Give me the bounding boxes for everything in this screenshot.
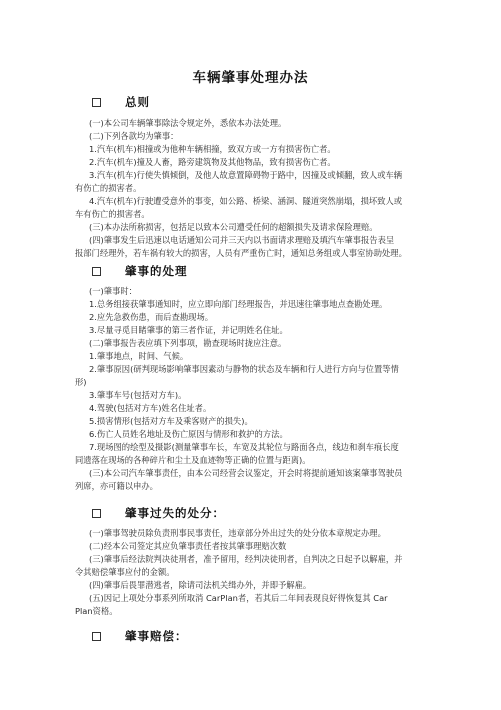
text-line: 同遗落在现场的各种碎片和尘土及血迹物等正确的位置与距离)。 xyxy=(75,455,311,465)
text-line: 3.肇事车号(包括对方车)。 xyxy=(89,390,187,400)
text-line: (三)本公司汽车肇事责任，由本公司经营会议鉴定，开会时将提前通知该案肇事驾驶员 xyxy=(89,468,403,478)
section-heading-general: 总则 xyxy=(92,94,150,110)
text-line: 有伤亡的损害者。 xyxy=(75,183,142,193)
text-line: 2.肇事原因(研判现场影响肇事因素动与静物的状态及车辆和行人进行方向与位置等情 xyxy=(89,364,399,374)
text-line: 形) xyxy=(75,377,87,387)
text-line: 1.肇事地点，时间、气候。 xyxy=(89,351,189,361)
checkbox-icon xyxy=(92,632,101,641)
checkbox-icon xyxy=(92,267,101,276)
page-title: 车辆肇事处理办法 xyxy=(192,70,309,86)
text-line: 列席，亦可籍以申办。 xyxy=(75,481,158,491)
text-line: 5.损害情形(包括对方车及乘客财产的损失)。 xyxy=(89,416,253,426)
text-line: (三)本办法所称损害，包括足以致本公司遭受任何的超额损失及请求保险理赔。 xyxy=(89,222,378,232)
text-line: (二)下列各款均为肇事： xyxy=(89,131,179,141)
text-line: (四)肇事发生后迅速以电话通知公司并三天内以书面请求理赔及填汽车肇事报告表呈 xyxy=(89,235,395,245)
text-line: (二)经本公司签定其应负肇事责任者按其肇事理赔次数 xyxy=(89,541,287,551)
text-line: 4.汽车(机车)行驶遭受意外的事变，如公路、桥梁、涵洞、隧道突然崩塌，损坏致人或 xyxy=(89,196,403,206)
text-line: 6.伤亡人员姓名地址及伤亡原因与情形和救护的方法。 xyxy=(89,429,288,439)
text-line: 2.应先急救伤患，而后查勘现场。 xyxy=(89,312,214,322)
text-line: (三)肇事后经法院判决徒刑者，准予留用，经判决徒刑者，自判决之日起予以解雇，并 xyxy=(89,554,403,564)
text-line: 4.驾驶(包括对方车)姓名住址者。 xyxy=(89,403,212,413)
text-line: (一)本公司车辆肇事除法令规定外，悉依本办法处理。 xyxy=(89,118,287,128)
text-line: 7.现场图的绘型及摄影(测量肇事车长，车宽及其轮位与路面各点，线边和刹车痕长度 xyxy=(89,442,399,452)
text-line: (一)肇事时： xyxy=(89,286,137,296)
text-line: (五)因记上项处分事系列所取消 CarPlan者，若其后二年间表现良好得恢复其 Car xyxy=(89,593,388,603)
checkbox-icon xyxy=(92,509,101,518)
text-line: (一)肇事驾驶员除负责刑事民事责任，违章部分外出过失的处分依本章规定办理。 xyxy=(89,528,386,538)
section-heading-handling: 肇事的处理 xyxy=(92,263,188,279)
text-line: 车有伤亡的损害者。 xyxy=(75,209,150,219)
text-line: 3.尽量寻觅目睹肇事的第三者作证，并记明姓名住址。 xyxy=(89,325,288,335)
section-heading-penalties: 肇事过失的处分： xyxy=(92,505,225,521)
checkbox-icon xyxy=(92,98,101,107)
text-line: Plan资格。 xyxy=(75,606,118,616)
text-line: (二)肇事报告表应填下列事项，勘查现场时拢应注意。 xyxy=(89,338,287,348)
text-line: 3.汽车(机车)行使失慎倾倒，及他人故意置障碍物于路中，因撞及或倾翻，致人或车辆 xyxy=(89,170,403,180)
text-line: 报部门经理外，若车祸有较大的损害，人员有严重伤亡时，通知总务组或人事室协助处理。 xyxy=(75,248,407,258)
text-line: (四)肇事后畏罪潜逃者，除请司法机关缉办外，并即予解雇。 xyxy=(89,580,312,590)
section-heading-compensation: 肇事赔偿： xyxy=(92,628,188,644)
text-line: 令其赔偿肇事应付的金额。 xyxy=(75,567,175,577)
text-line: 1.总务组接获肇事通知时，应立即向部门经理报告，并迅速往肇事地点查勘处理。 xyxy=(89,299,388,309)
text-line: 2.汽车(机车)撞及人畜，路旁建筑物及其他物品，致有损害伤亡者。 xyxy=(89,157,336,167)
text-line: 1.汽车(机车)相撞或为他种车辆相撞，致双方或一方有损害伤亡者。 xyxy=(89,144,336,154)
